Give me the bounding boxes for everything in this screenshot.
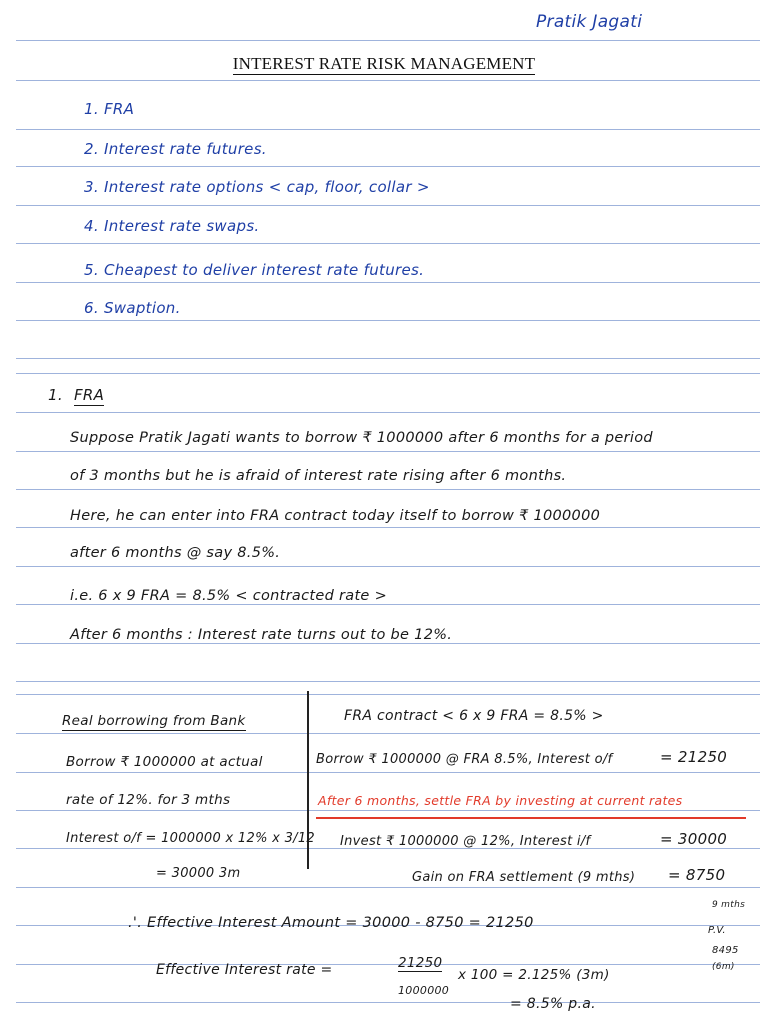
right-column-heading: FRA contract < 6 x 9 FRA = 8.5% > [344, 708, 604, 724]
right-line: Invest ₹ 1000000 @ 12%, Interest i/f [340, 834, 591, 849]
rule-line [16, 243, 760, 244]
rule-line [16, 40, 760, 41]
right-line: Borrow ₹ 1000000 @ FRA 8.5%, Interest o/f [316, 752, 613, 767]
rule-line [16, 643, 760, 644]
right-note-red: After 6 months, settle FRA by investing at current rates [318, 793, 683, 808]
rule-line [16, 166, 760, 167]
red-underline [316, 817, 746, 819]
side-note-line: 8495 [712, 945, 739, 956]
rule-line [16, 604, 760, 605]
para-line: of 3 months but he is afraid of interest rate rising after 6 months. [70, 468, 567, 484]
side-note-line: (6m) [712, 962, 735, 972]
page-title-text: INTEREST RATE RISK MANAGEMENT [232, 54, 536, 73]
para-line: after 6 months @ say 8.5%. [70, 545, 281, 561]
list-item: 4. Interest rate swaps. [84, 217, 260, 235]
rule-line [16, 320, 760, 321]
effective-rate-final: = 8.5% p.a. [510, 996, 596, 1012]
rule-line [16, 1002, 760, 1003]
left-line: Interest o/f = 1000000 x 12% x 3/12 [66, 831, 315, 846]
list-item: 5. Cheapest to deliver interest rate futures. [84, 261, 425, 279]
list-item: 6. Swaption. [84, 299, 181, 317]
effective-amount: .'. Effective Interest Amount = 30000 - 8750 = 21250 [128, 915, 534, 931]
para-line: Here, he can enter into FRA contract today itself to borrow ₹ 1000000 [70, 508, 601, 524]
left-column-heading: Real borrowing from Bank [62, 713, 246, 729]
rule-line [16, 412, 760, 413]
para-line: After 6 months : Interest rate turns out to be 12%. [70, 627, 453, 643]
rule-line [16, 694, 760, 695]
rule-line [16, 80, 760, 81]
right-value: = 21250 [660, 748, 728, 766]
right-value: = 8750 [668, 866, 726, 884]
rule-line [16, 205, 760, 206]
para-line: Suppose Pratik Jagati wants to borrow ₹ 1000000 after 6 months for a period [70, 430, 653, 446]
author-signature: Pratik Jagati [536, 12, 643, 32]
rule-line [16, 772, 760, 773]
page-title [0, 54, 768, 74]
left-line: Borrow ₹ 1000000 at actual [66, 754, 263, 770]
right-value: = 30000 [660, 830, 728, 848]
rule-line [16, 489, 760, 490]
rule-line [16, 964, 760, 965]
side-note-line: P.V. [708, 925, 726, 936]
rule-line [16, 527, 760, 528]
list-item: 2. Interest rate futures. [84, 140, 267, 158]
rule-line [16, 373, 760, 374]
rule-line [16, 733, 760, 734]
section-number: 1. [48, 386, 63, 404]
rule-line [16, 358, 760, 359]
list-item: 3. Interest rate options < cap, floor, collar > [84, 178, 430, 196]
para-line: i.e. 6 x 9 FRA = 8.5% < contracted rate > [70, 588, 388, 604]
rule-line [16, 566, 760, 567]
rule-line [16, 681, 760, 682]
rule-line [16, 451, 760, 452]
fraction-denominator: 1000000 [398, 984, 450, 997]
left-line: = 30000 3m [156, 866, 241, 881]
fraction-numerator: 21250 [398, 955, 443, 971]
rule-line [16, 810, 760, 811]
rule-line [16, 282, 760, 283]
left-line: rate of 12%. for 3 mths [66, 792, 231, 808]
side-note-line: 9 mths [712, 900, 746, 910]
effective-rate-label: Effective Interest rate = [156, 962, 333, 978]
rule-line [16, 887, 760, 888]
rule-line [16, 129, 760, 130]
list-item: 1. FRA [84, 100, 135, 118]
section-heading: FRA [74, 386, 105, 404]
effective-rate-result: x 100 = 2.125% (3m) [458, 967, 610, 983]
right-line: Gain on FRA settlement (9 mths) [412, 870, 636, 885]
